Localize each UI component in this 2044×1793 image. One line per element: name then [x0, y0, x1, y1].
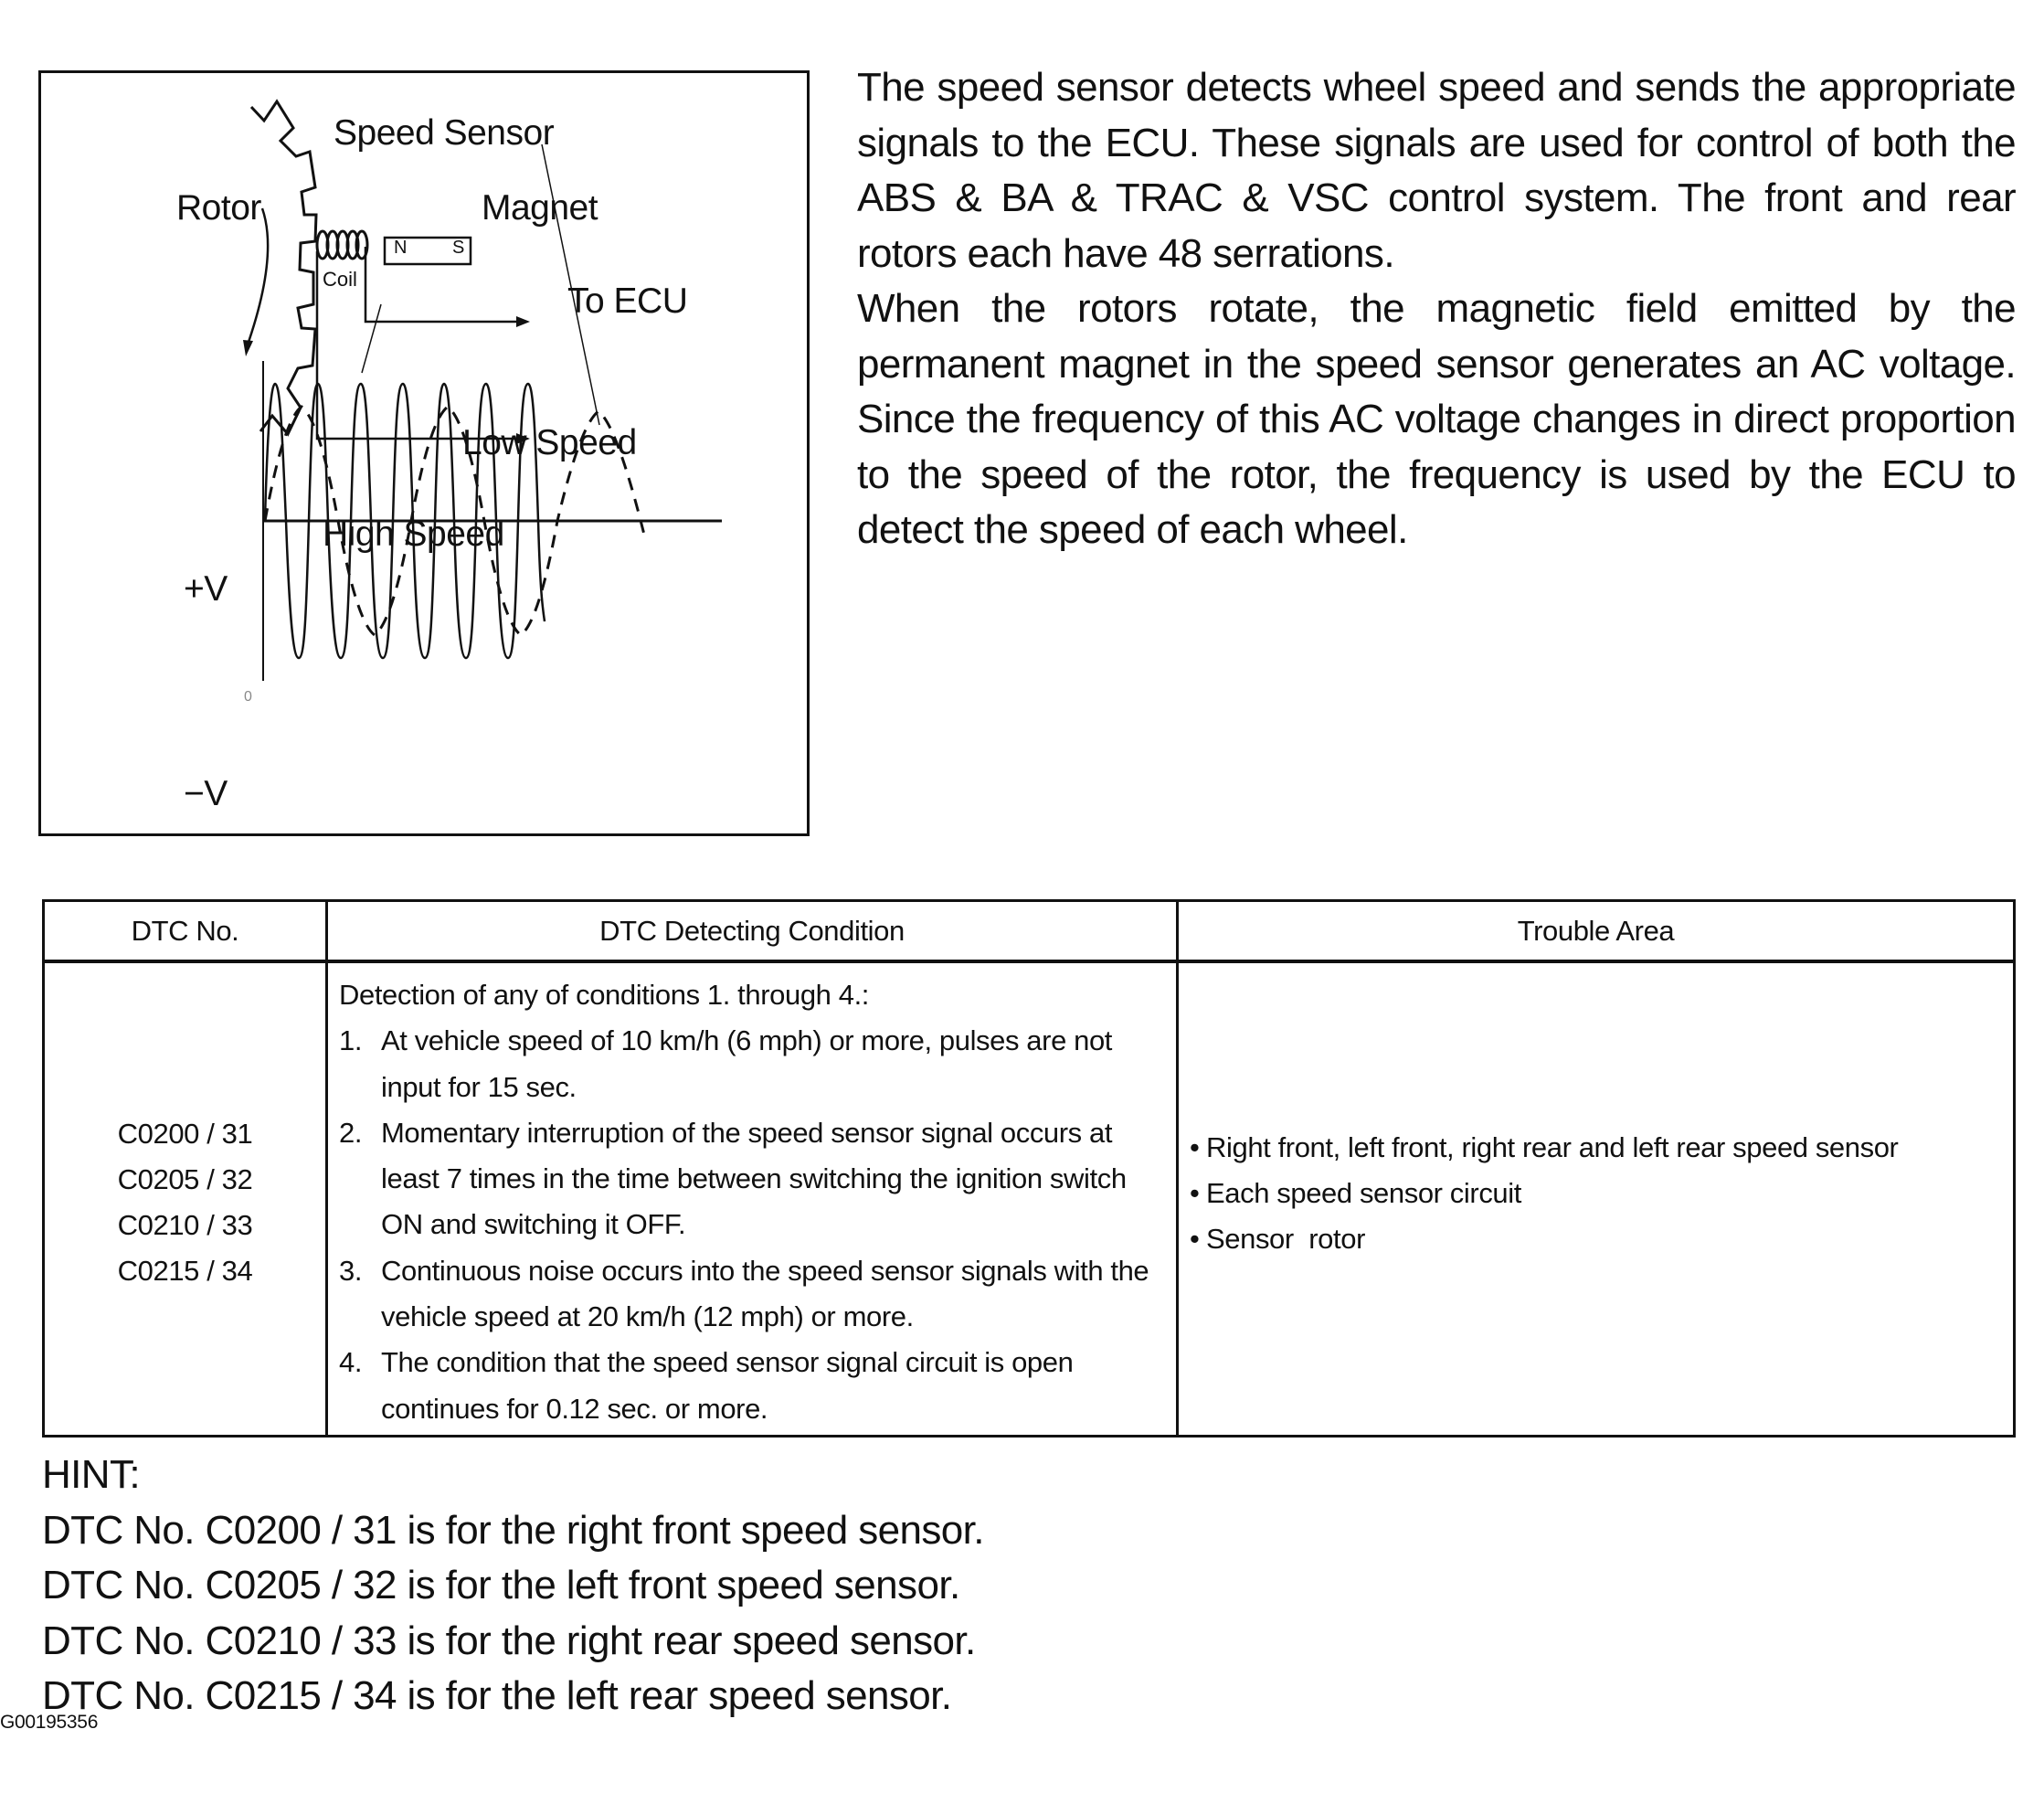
- table-header-row: [44, 901, 2015, 962]
- detecting-condition-cell: [327, 961, 1178, 1437]
- description: [857, 60, 2016, 558]
- low-speed-label: Low Speed: [462, 423, 637, 462]
- hint-line: DTC No. C0200 / 31 is for the right front speed sensor.: [42, 1507, 984, 1553]
- trouble-area-item: [1190, 1125, 2012, 1171]
- dtc-code: C0200 / 31: [117, 1118, 253, 1150]
- description-paragraph: The speed sensor detects wheel speed and sends the appropriate signals to the ECU. These signals are used for control of both the ABS & BA & TRAC & VSC control system. The front and rear rotors each have 48 serrations.: [857, 65, 2016, 276]
- to-ecu-label: To ECU: [567, 281, 688, 321]
- condition-text: The condition that the speed sensor signal circuit is open continues for 0.12 sec. or more.: [381, 1346, 1074, 1425]
- minus-v-label: −V: [184, 774, 228, 813]
- trouble-area-text: Right front, left front, right rear and left rear speed sensor: [1206, 1131, 1899, 1163]
- rotation-arrow-icon: [247, 208, 268, 347]
- header-detecting-condition: DTC Detecting Condition: [327, 901, 1178, 962]
- condition-number: 2.: [339, 1116, 363, 1149]
- header-trouble-area: Trouble Area: [1178, 901, 2015, 962]
- magnet-s-label: S: [452, 238, 465, 258]
- magnet-label: Magnet: [482, 188, 598, 228]
- speed-sensor-diagram: [38, 70, 810, 836]
- figure-code: G00195356: [0, 1712, 99, 1733]
- magnet-n-label: N: [394, 238, 408, 258]
- condition-text: Momentary interruption of the speed sensor signal occurs at least 7 times in the time between switching the ignition switch ON and switching it OFF.: [381, 1116, 1127, 1241]
- condition-intro: Detection of any of conditions 1. through 4.:: [339, 979, 869, 1011]
- trouble-area-item: [1190, 1171, 2012, 1216]
- high-speed-label: High Speed: [323, 515, 504, 554]
- zero-label: 0: [244, 689, 252, 705]
- bullet-icon: •: [1190, 1131, 1200, 1163]
- hint-line: DTC No. C0205 / 32 is for the left front speed sensor.: [42, 1563, 960, 1607]
- hint-line: DTC No. C0215 / 34 is for the left rear speed sensor.: [42, 1673, 952, 1718]
- hint-line: DTC No. C0210 / 33 is for the right rear speed sensor.: [42, 1618, 976, 1663]
- header-dtc-no: DTC No.: [44, 901, 327, 962]
- condition-text: Continuous noise occurs into the speed sensor signals with the vehicle speed at 20 km/h (12 mph) or more.: [381, 1254, 1149, 1333]
- condition-item: [339, 1018, 1163, 1110]
- hint-section: [42, 1448, 984, 1724]
- condition-text: At vehicle speed of 10 km/h (6 mph) or more, pulses are not input for 15 sec.: [381, 1024, 1113, 1103]
- condition-number: 3.: [339, 1254, 363, 1287]
- condition-item: [339, 1340, 1163, 1432]
- trouble-area-cell: [1178, 961, 2015, 1437]
- bullet-icon: •: [1190, 1223, 1200, 1255]
- coil-label: Coil: [323, 268, 357, 291]
- condition-number: 1.: [339, 1024, 363, 1057]
- trouble-area-text: Sensor rotor: [1206, 1223, 1365, 1255]
- condition-item: [339, 1248, 1163, 1341]
- bullet-icon: •: [1190, 1177, 1200, 1209]
- trouble-area-item: [1190, 1216, 2012, 1262]
- plus-v-label: +V: [184, 569, 228, 609]
- dtc-codes-cell: [44, 961, 327, 1437]
- speed-sensor-label: Speed Sensor: [334, 113, 555, 153]
- description-paragraph: When the rotors rotate, the magnetic field emitted by the permanent magnet in the speed sensor generates an AC voltage. Since the frequency of this AC voltage changes in direct proportion to the speed of the rotor, the frequency is used by the ECU to detect the speed of each wheel.: [857, 286, 2016, 552]
- dtc-code: C0205 / 32: [117, 1163, 253, 1195]
- condition-item: [339, 1110, 1163, 1248]
- dtc-table: [42, 899, 2016, 1438]
- table-row: [44, 961, 2015, 1437]
- rotor-label: Rotor: [176, 188, 261, 228]
- rotor-teeth-icon: [251, 101, 316, 434]
- dtc-code: C0210 / 33: [117, 1209, 253, 1241]
- dtc-code: C0215 / 34: [117, 1255, 253, 1287]
- diagram-graphics: [41, 73, 812, 839]
- trouble-area-text: Each speed sensor circuit: [1206, 1177, 1521, 1209]
- condition-number: 4.: [339, 1346, 363, 1379]
- hint-title: HINT:: [42, 1452, 141, 1497]
